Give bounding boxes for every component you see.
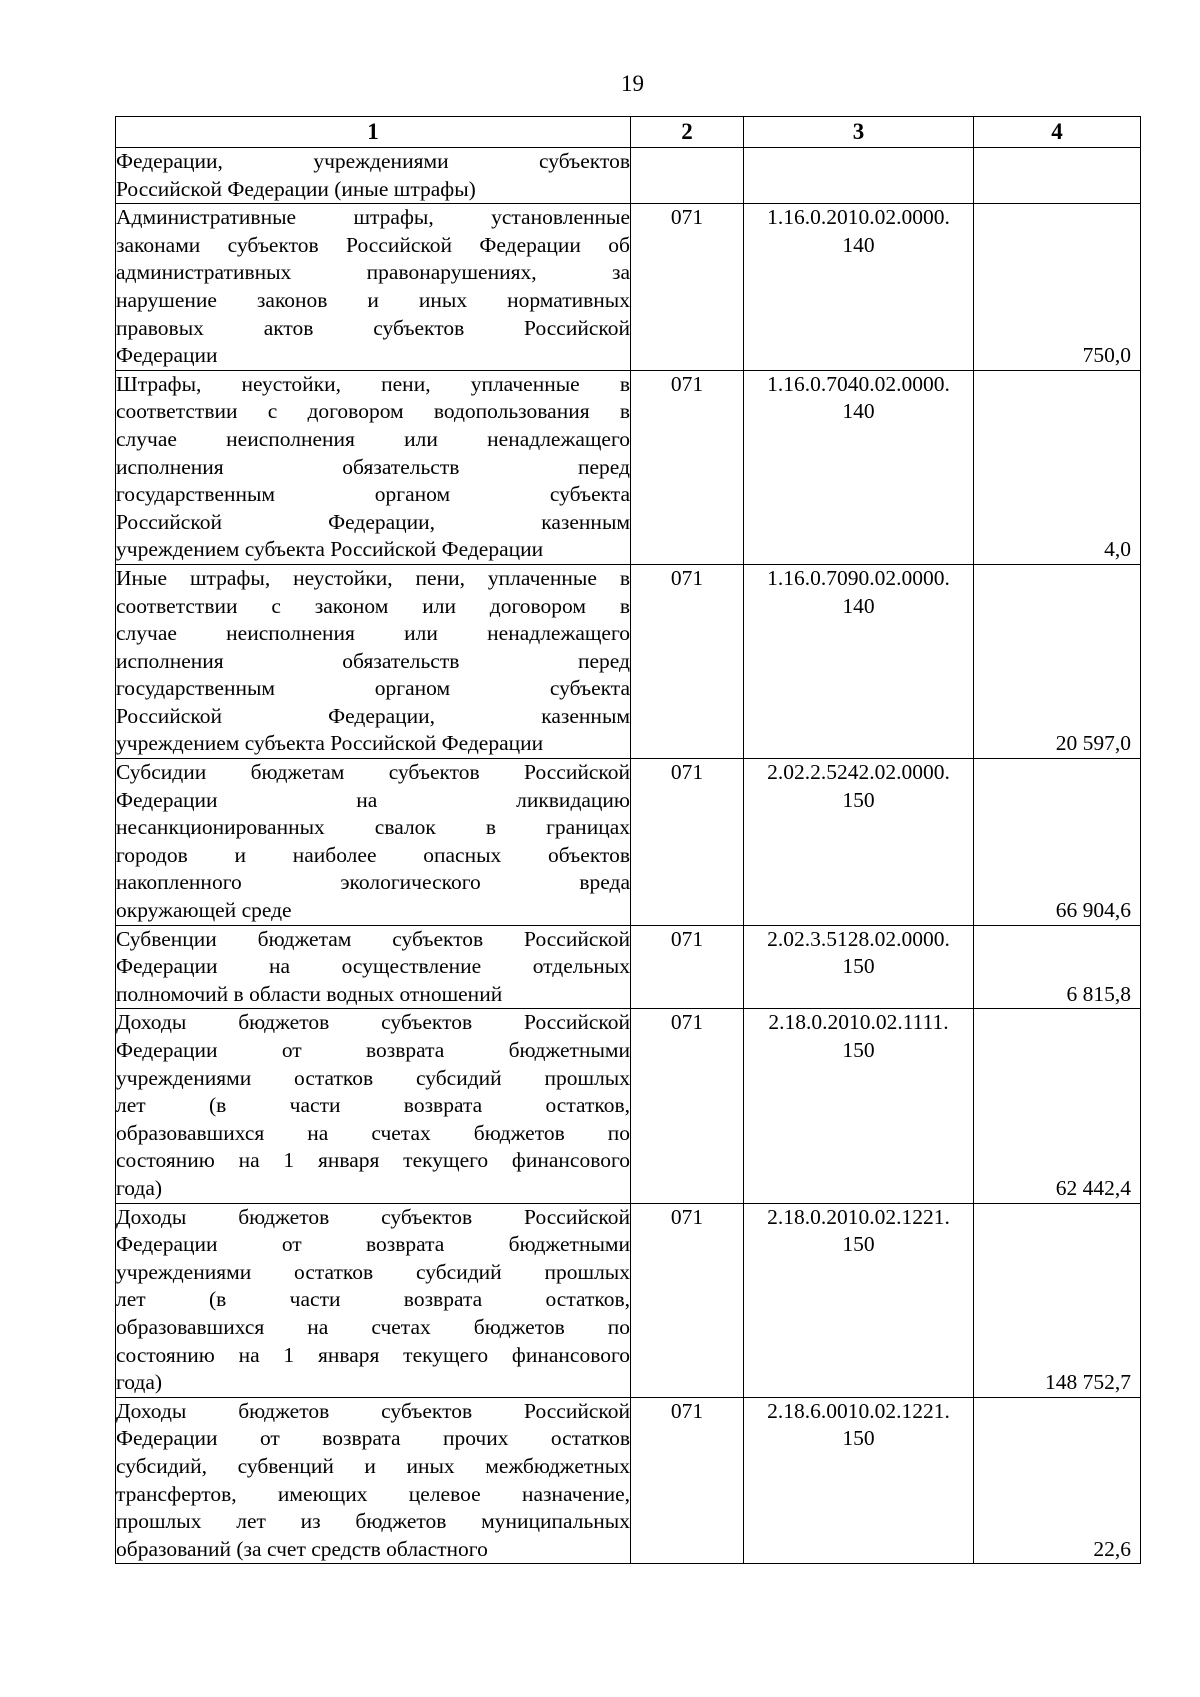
revenue-description [116,204,631,371]
table-row [116,1203,1141,1397]
table-row [116,204,1141,371]
description-line: образовавшихся на счетах бюджетов по [116,1314,630,1339]
description-line: исполнения обязательств перед [116,648,630,673]
description-line: учреждением субъекта Российской Федерации [116,731,544,756]
description-line: трансфертов, имеющих целевое назначение, [116,1481,630,1506]
amount-value: 4,0 [1104,537,1131,562]
amount-cell [974,1397,1141,1564]
administrator-code: 071 [631,1397,744,1564]
table-body [116,148,1141,1564]
description-line: Российской Федерации, казенным [116,509,630,534]
description-line: случае неисполнения или ненадлежащего [116,621,630,646]
description-line: государственным органом субъекта [116,676,630,701]
administrator-code: 071 [631,925,744,1009]
amount-cell [974,1203,1141,1397]
revenue-description [116,1203,631,1397]
code-line: 2.02.2.5242.02.0000. [767,760,950,785]
description-line: соответствии с договором водопользования в [116,399,630,424]
code-line: 150 [842,954,875,979]
description-line: Российской Федерации (иные штрафы) [116,176,476,201]
budget-classification-code [744,1397,974,1564]
administrator-code: 071 [631,1009,744,1203]
description-line: городов и наиболее опасных объектов [116,842,630,867]
revenue-description [116,759,631,926]
table-row [116,1397,1141,1564]
amount-value: 20 597,0 [1055,731,1131,756]
code-line: 150 [842,1232,875,1257]
budget-classification-code [744,148,974,204]
description-line: Федерации от возврата бюджетными [116,1232,630,1257]
description-line: Федерации на осуществление отдельных [116,954,630,979]
description-line: учреждениями остатков субсидий прошлых [116,1259,630,1284]
administrator-code: 071 [631,759,744,926]
description-line: накопленного экологического вреда [116,870,630,895]
administrator-code: 071 [631,204,744,371]
page-number: 19 [621,71,644,96]
amount-value: 148 752,7 [1045,1370,1131,1395]
administrator-code: 071 [631,370,744,564]
budget-classification-code [744,925,974,1009]
description-line: образовавшихся на счетах бюджетов по [116,1120,630,1145]
code-line: 140 [842,232,875,257]
table-row [116,148,1141,204]
column-header: 4 [974,117,1141,148]
description-line: Иные штрафы, неустойки, пени, уплаченные в [116,565,630,590]
column-header: 1 [116,117,631,148]
code-line: 150 [842,1426,875,1451]
description-line: окружающей среде [116,898,292,923]
amount-value: 6 815,8 [1066,981,1131,1006]
amount-cell [974,925,1141,1009]
column-header: 3 [744,117,974,148]
code-line: 150 [842,1038,875,1062]
description-line: учреждением субъекта Российской Федерации [116,537,544,562]
code-line: 140 [842,593,875,618]
description-line: государственным органом субъекта [116,482,630,507]
description-line: состоянию на 1 января текущего финансового [116,1342,630,1367]
description-line: Доходы бюджетов субъектов Российской [116,1398,630,1423]
revenue-description [116,564,631,758]
amount-cell [974,564,1141,758]
code-line: 150 [842,787,875,812]
description-line: субсидий, субвенций и иных межбюджетных [116,1453,630,1478]
code-line: 140 [842,399,875,424]
code-line: 2.02.3.5128.02.0000. [767,926,950,951]
description-line: несанкционированных свалок в границах [116,815,630,840]
table-row [116,759,1141,926]
description-line: года) [116,1175,163,1200]
description-line: исполнения обязательств перед [116,454,630,479]
description-line: правовых актов субъектов Российской [116,315,630,340]
description-line: Административные штрафы, установленные [116,205,630,230]
amount-value: 22,6 [1093,1536,1131,1561]
code-line: 1.16.0.2010.02.0000. [767,205,950,230]
table-header-row [116,117,1141,148]
amount-cell [974,759,1141,926]
description-line: Штрафы, неустойки, пени, уплаченные в [116,371,630,396]
description-line: Доходы бюджетов субъектов Российской [116,1010,630,1035]
amount-cell [974,204,1141,371]
amount-value: 66 904,6 [1055,898,1131,923]
revenue-description [116,925,631,1009]
column-header: 2 [631,117,744,148]
amount-cell [974,370,1141,564]
table-row [116,370,1141,564]
administrator-code: 071 [631,1203,744,1397]
administrator-code: 071 [631,564,744,758]
description-line: Доходы бюджетов субъектов Российской [116,1204,630,1229]
code-line: 2.18.0.2010.02.1111. [768,1010,949,1035]
description-line: Субсидии бюджетам субъектов Российской [116,760,630,785]
revenue-description [116,1397,631,1564]
description-line: нарушение законов и иных нормативных [116,287,630,312]
description-line: Российской Федерации, казенным [116,703,630,728]
code-line: 1.16.0.7090.02.0000. [767,565,950,590]
description-line: соответствии с законом или договором в [116,593,630,618]
table-row [116,925,1141,1009]
description-line: Федерации, учреждениями субъектов [116,149,630,173]
revenue-table [115,116,1141,1564]
administrator-code [631,148,744,204]
description-line: лет (в части возврата остатков, [116,1287,630,1312]
revenue-description [116,1009,631,1203]
amount-value: 62 442,4 [1055,1175,1131,1200]
description-line: полномочий в области водных отношений [116,981,503,1006]
table-row [116,564,1141,758]
description-line: лет (в части возврата остатков, [116,1093,630,1118]
description-line: Федерации на ликвидацию [116,787,630,812]
description-line: административных правонарушениях, за [116,260,630,285]
description-line: Федерации от возврата прочих остатков [116,1426,630,1451]
description-line: случае неисполнения или ненадлежащего [116,426,630,451]
description-line: состоянию на 1 января текущего финансового [116,1148,630,1173]
budget-classification-code [744,1009,974,1203]
code-line: 2.18.6.0010.02.1221. [767,1398,950,1423]
amount-cell [974,148,1141,204]
description-line: прошлых лет из бюджетов муниципальных [116,1509,630,1534]
code-line: 2.18.0.2010.02.1221. [767,1204,950,1229]
description-line: законами субъектов Российской Федерации об [116,232,630,257]
description-line: образований (за счет средств областного [116,1536,488,1561]
description-line: Федерации [116,343,218,368]
budget-classification-code [744,370,974,564]
budget-classification-code [744,564,974,758]
description-line: Федерации от возврата бюджетными [116,1038,630,1062]
amount-value: 750,0 [1082,343,1131,368]
description-line: учреждениями остатков субсидий прошлых [116,1065,630,1090]
amount-cell [974,1009,1141,1203]
revenue-description [116,148,631,204]
description-line: года) [116,1370,163,1395]
budget-classification-code [744,759,974,926]
table-row [116,1009,1141,1203]
budget-classification-code [744,1203,974,1397]
budget-classification-code [744,204,974,371]
revenue-description [116,370,631,564]
description-line: Субвенции бюджетам субъектов Российской [116,926,630,951]
code-line: 1.16.0.7040.02.0000. [767,371,950,396]
